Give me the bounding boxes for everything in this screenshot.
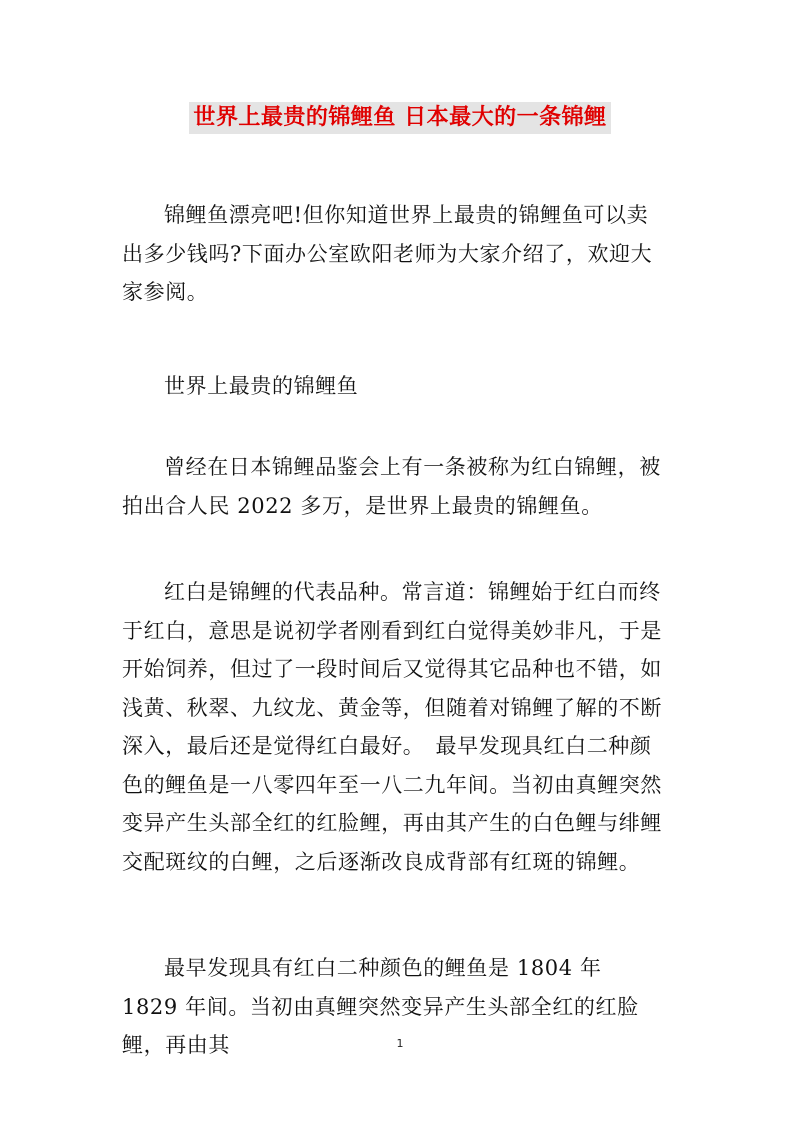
section-heading: 世界上最贵的锦鲤鱼	[164, 374, 359, 398]
page-number: 1	[396, 1037, 404, 1050]
paragraph-auction: 曾经在日本锦鲤品鉴会上有一条被称为红白锦鲤，被拍出合人民 2022 多万，是世界上最贵的锦鲤鱼。	[122, 455, 661, 518]
paragraph-history: 最早发现具有红白二种颜色的鲤鱼是 1804 年 1829 年间。当初由真鲤突然变异产生头部全红的红脸鲤，再由其	[122, 956, 639, 1057]
title-container	[0, 102, 800, 134]
paragraph-intro: 锦鲤鱼漂亮吧!但你知道世界上最贵的锦鲤鱼可以卖出多少钱吗?下面办公室欧阳老师为大家介绍了，欢迎大家参阅。	[122, 203, 653, 304]
document-title: 世界上最贵的锦鲤鱼 日本最大的一条锦鲤	[189, 102, 610, 134]
paragraph-kohaku: 红白是锦鲤的代表品种。常言道：锦鲤始于红白而终于红白，意思是说初学者刚看到红白觉得美妙非凡，于是开始饲养，但过了一段时间后又觉得其它品种也不错，如浅黄、秋翠、九纹龙、黄金等，但随着对锦鲤了解的不断深入，最后还是觉得红白最好。 最早发现具红白二种颜色的鲤鱼是一八零四年至一八二九年间。当初由真鲤突然变异产生头部全红的红脸鲤，再由其产生的白色鲤与绯鲤交配斑纹的白鲤，之后逐渐改良成背部有红斑的锦鲤。	[122, 580, 662, 874]
